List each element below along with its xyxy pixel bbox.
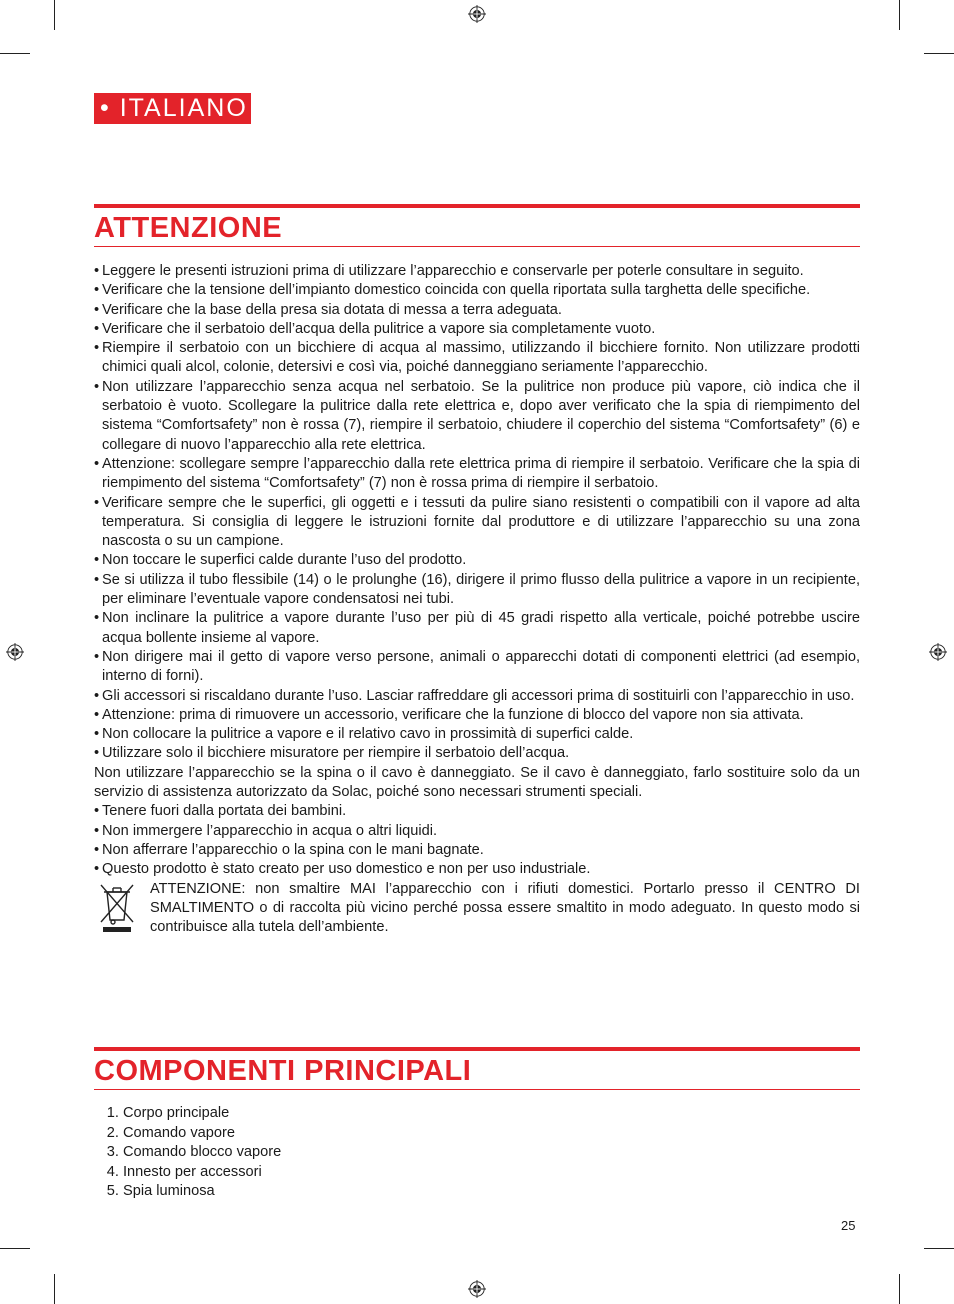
components-list-container (94, 1104, 860, 1202)
warning-list (94, 262, 860, 764)
list-item: • Non toccare le superfici calde durante l’uso del prodotto. (94, 551, 860, 570)
list-item: 4. Innesto per accessori (123, 1163, 860, 1183)
warning-section-title: ATTENZIONE (94, 212, 283, 244)
list-item: • Se si utilizza il tubo flessibile (14) o le prolunghe (16), dirigere il primo flusso della pulitrice a vapore in un recipiente, per eliminare l’eventuale vapore condensatosi nei tubi. (94, 571, 860, 610)
warning-section-body (94, 262, 860, 937)
list-item: • Verificare che la base della presa sia dotata di messa a terra adeguata. (94, 301, 860, 320)
list-item: 2. Comando vapore (123, 1124, 860, 1144)
list-item: • Utilizzare solo il bicchiere misuratore per riempire il serbatoio dell’acqua. (94, 744, 860, 763)
components-list (94, 1104, 860, 1202)
heading-rule (94, 1089, 860, 1090)
components-section-header (94, 1047, 860, 1090)
list-item: • Non dirigere mai il getto di vapore verso persone, animali o apparecchi dotati di componenti elettrici (ad esempio, interno di forni). (94, 648, 860, 687)
list-item: • Non utilizzare l’apparecchio senza acqua nel serbatoio. Se la pulitrice non produce più vapore, ciò indica che il serbatoio è vuoto. Scollegare la pulitrice dalla rete elettrica e, dopo aver verificato che la spia di riempimento del sistema “Comfortsafety” non è rossa (7), riempire il serbatoio, chiudere il coperchio del sistema “Comfortsafety” (6) e collegare di nuovo l’apparecchio alla rete elettrica. (94, 378, 860, 455)
registration-mark-icon (929, 643, 947, 661)
crop-mark (54, 1274, 55, 1304)
components-section-title: COMPONENTI PRINCIPALI (94, 1055, 472, 1087)
list-item: • Questo prodotto è stato creato per uso domestico e non per uso industriale. (94, 860, 860, 879)
heading-rule (94, 246, 860, 247)
crop-mark (899, 0, 900, 30)
warning-section-header (94, 204, 860, 247)
cable-damage-paragraph: Non utilizzare l’apparecchio se la spina o il cavo è danneggiato. Se il cavo è danneggiato, farlo sostituire solo da un servizio di assistenza autorizzato da Solac, poiché sono necessari strumenti speciali. (94, 764, 860, 801)
registration-mark-icon (468, 1280, 486, 1298)
list-item: • Riempire il serbatoio con un bicchiere di acqua al massimo, utilizzando il bicchiere fornito. Non utilizzare prodotti chimici quali alcol, colonie, detersivi e così via, poiché danneggiano seriamente l’apparecchio. (94, 339, 860, 378)
crop-mark (924, 53, 954, 54)
list-item: • Verificare che il serbatoio dell’acqua della pulitrice a vapore sia completamente vuoto. (94, 320, 860, 339)
list-item: • Non inclinare la pulitrice a vapore durante l’uso per più di 45 gradi rispetto alla verticale, poiché potrebbe uscire acqua bollente insieme al vapore. (94, 609, 860, 648)
list-item: 3. Comando blocco vapore (123, 1143, 860, 1163)
language-badge: • ITALIANO (94, 93, 251, 124)
crop-mark (924, 1248, 954, 1249)
warning-list-2 (94, 802, 860, 879)
crop-mark (54, 0, 55, 30)
page-number: 25 (841, 1218, 856, 1233)
crop-mark (899, 1274, 900, 1304)
list-item: • Verificare sempre che le superfici, gli oggetti e i tessuti da pulire siano resistenti o compatibili con il vapore ad alta temperatura. Si consiglia di leggere le istruzioni fornite dal produttore e di utilizzare l’apparecchio su una zona nascosta o su un campione. (94, 494, 860, 552)
disposal-notice (94, 880, 860, 938)
registration-mark-icon (6, 643, 24, 661)
list-item: • Non collocare la pulitrice a vapore e il relativo cavo in prossimità di superfici calde. (94, 725, 860, 744)
registration-mark-icon (468, 5, 486, 23)
list-item: 1. Corpo principale (123, 1104, 860, 1124)
list-item: • Gli accessori si riscaldano durante l’uso. Lasciar raffreddare gli accessori prima di sostituirli con l’apparecchio in uso. (94, 687, 860, 706)
list-item: • Verificare che la tensione dell’impianto domestico coincida con quella riportata sulla targhetta delle specifiche. (94, 281, 860, 300)
list-item: • Non afferrare l’apparecchio o la spina con le mani bagnate. (94, 841, 860, 860)
list-item: • Non immergere l’apparecchio in acqua o altri liquidi. (94, 822, 860, 841)
list-item: • Attenzione: scollegare sempre l’apparecchio dalla rete elettrica prima di riempire il serbatoio. Verificare che la spia di riempimento del sistema “Comfortsafety” (7) non è rossa prima di riempire il serbatoio. (94, 455, 860, 494)
list-item: 5. Spia luminosa (123, 1182, 860, 1202)
disposal-text: ATTENZIONE: non smaltire MAI l’apparecchio con i rifiuti domestici. Portarlo presso il CENTRO DI SMALTIMENTO o di raccolta più vicino perché possa essere smaltito in modo adeguato. In questo modo si contribuisce alla tutela dell’ambiente. (150, 880, 860, 936)
list-item: • Attenzione: prima di rimuovere un accessorio, verificare che la funzione di blocco del vapore non sia attivata. (94, 706, 860, 725)
crop-mark (0, 53, 30, 54)
weee-crossed-bin-icon (98, 882, 136, 934)
list-item: • Leggere le presenti istruzioni prima di utilizzare l’apparecchio e conservarle per poterle consultare in seguito. (94, 262, 860, 281)
list-item: • Tenere fuori dalla portata dei bambini. (94, 802, 860, 821)
crop-mark (0, 1248, 30, 1249)
